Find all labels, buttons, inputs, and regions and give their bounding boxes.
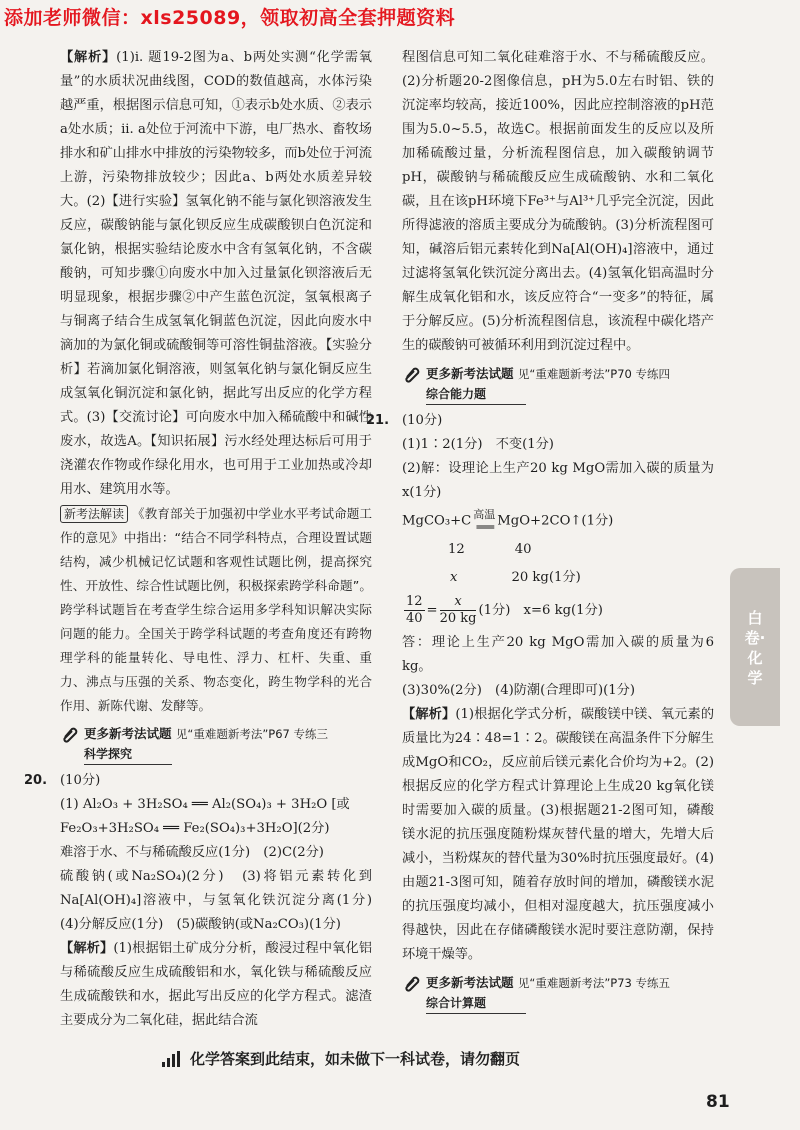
analysis-text: (1)i. 题19-2图为a、b两处实测“化学需氧量”的水质状况曲线图，COD的数值越高，水体污染越严重，根据图示信息可知，①表示b处水质、②表示a处水质；ii. a处位于河流中下游，电厂热水、畜牧场排水和矿山排水中排放的污染物较多，而b处位于河流上游，污染物排放较少；因此a、b两处水质差异较大。(2)【进行实验】氢氧化钠不能与氯化钡溶液发生反应，碳酸钠能与氯化钡反应生成碳酸钡白色沉淀和氯化钠，根据实验结论废水中含有氢氧化钠，不含碳酸钠，可知步骤①向废水中加入过量氯化钡溶液后无明显现象，根据步骤②中产生蓝色沉淀，氢氧根离子与铜离子结合生成氢氧化铜蓝色沉淀，因此向废水中滴加的为氯化铜或硫酸铜等可溶性铜盐溶液。【实验分析】若滴加氯化铜溶液，则氢氧化钠与氯化铜反应生成氢氧化铜沉淀和氯化钠，据此写出反应的化学方程式。(3)【交流讨论】可向废水中加入稀硫酸中和碱性废水，故选A。【知识拓展】污水经处理达标后可用于浇灌农作物或作绿化用水，也可用于工业加热或冷却用水、建筑用水等。 <box>60 50 372 497</box>
q20-line: Fe₂O₃+3H₂SO₄ ══ Fe₂(SO₄)₃+3H₂O](2分) <box>60 821 330 836</box>
side-tab-label: 白卷·化学 <box>744 609 766 687</box>
question-number: 20. <box>24 773 48 788</box>
footer-notice <box>162 1048 632 1069</box>
new-exam-interpretation <box>60 502 372 718</box>
ratio-value: 40 <box>514 541 532 557</box>
q21-analysis <box>402 703 714 967</box>
question-score: (10分) <box>60 773 101 788</box>
fraction <box>404 594 425 627</box>
more-questions-title: 更多新考法试题 <box>426 366 514 381</box>
q20-line: (1) Al₂O₃ + 3H₂SO₄ ══ Al₂(SO₄)₃ + 3H₂O [或 <box>60 797 350 812</box>
equation-unknown-row <box>450 566 714 590</box>
analysis-text: (1)根据化学式分析，碳酸镁中镁、氧元素的质量比为24∶48=1∶2。碳酸镁在高温条件下分解生成MgO和CO₂，反应前后镁元素化合价均为+2。(2)根据反应的化学方程式计算理论上生成20 kg氧化镁时需要加入碳的质量。(3)根据题21-2图可知，磷酸镁水泥的抗压强度随粉煤灰替代量的增大，先增大后减小，当粉煤灰的替代量为30%时抗压强度最好。(4)由题21-3图可知，随着存放时间的增加，磷酸镁水泥的抗压强度均减小，但相对湿度越大，抗压强度减小得越快，因此在存储磷酸镁水泥时要注意防潮，保持环境干燥等。 <box>402 706 715 962</box>
footer-text: 化学答案到此结束，如未做下一科试卷，请勿翻页 <box>190 1050 521 1068</box>
question-number: 21. <box>366 413 390 428</box>
more-questions-subtitle: 综合能力题 <box>426 384 526 405</box>
denominator: 20 kg <box>439 610 477 626</box>
known-value: 20 kg(1分) <box>511 569 581 585</box>
q20-analysis <box>60 937 372 1033</box>
right-column <box>366 46 715 1014</box>
analysis-label: 【解析】 <box>402 706 456 722</box>
q21-line: (3)30%(2分) (4)防潮(合理即可)(1分) <box>402 682 636 698</box>
equation-ratio-row <box>448 538 714 562</box>
more-questions-2 <box>402 364 714 405</box>
q19-analysis <box>60 46 372 502</box>
more-questions-title: 更多新考法试题 <box>426 974 514 990</box>
proportion: $\frac{12}{40}$ = $\frac{x}{20 kg}$ (1分) x=6 kg(1分) <box>406 593 603 626</box>
new-exam-tag: 新考法解读 <box>60 505 128 523</box>
chemical-equation <box>402 509 714 534</box>
equation-condition: 高温 <box>473 508 496 521</box>
answer-statement: 答：理论上生产20 kg MgO需加入碳的质量为6 kg。 <box>402 634 714 674</box>
more-questions-title: 更多新考法试题 <box>84 726 172 741</box>
proportion-result: (1分) x=6 kg(1分) <box>478 602 603 618</box>
q20-line: 难溶于水、不与稀硫酸反应(1分) (2)C(2分) <box>60 845 324 860</box>
q20-analysis-continued: 程图信息可知二氧化硅难溶于水、不与稀硫酸反应。(2)分析题20-2图像信息，pH为5.0左右时铝、铁的沉淀率均较高，接近100%，因此应控制溶液的pH范围为5.0~5.5，故选C。根据前面发生的反应以及所加稀硫酸过量，分析流程图信息，加入碳酸钠调节pH，碳酸钠与稀硫酸反应生成硫酸钠、水和二氧化碳，且在该pH环境下Fe³⁺与Al³⁺几乎完全沉淀，因此所得滤液的溶质主要成分为硫酸钠。(3)分析流程图可知，碱溶后铝元素转化到Na[Al(OH)₄]溶液中，通过过滤将氢氧化铁沉淀分离出去。(4)氢氧化铝高温时分解生成氧化铝和水，该反应符合“一变多”的特征，属于分解反应。(5)分析流程图信息，该流程中碳化塔产生的碳酸钠可被循环利用到沉淀过程中。 <box>402 50 714 353</box>
more-questions-3 <box>402 973 714 1014</box>
denominator: 40 <box>406 610 423 626</box>
more-questions-subtitle: 科学探究 <box>84 744 172 765</box>
new-exam-text: 《教育部关于加强初中学业水平考试命题工作的意见》中指出：“结合不同学科特点，合理设置试题结构，减少机械记忆试题和客观性试题比例，提高探究性、开放性、综合性试题比例，积极探索跨学科命题”。跨学科试题旨在考查学生综合运用多学科知识解决实际问题的能力。全国关于跨学科试题的考查角度还有跨物理学科的能量转化、导电性、浮力、杠杆、失重、重力、沸点与压强的关系、物态变化，跨生物学科的光合作用、新陈代谢、发酵等。 <box>60 506 372 713</box>
subject-side-tab <box>730 568 780 726</box>
page-number: 81 <box>706 1092 730 1112</box>
more-questions-subtitle: 综合计算题 <box>426 993 526 1014</box>
ratio-value: 12 <box>448 541 465 557</box>
analysis-label: 【解析】 <box>60 941 114 956</box>
q21-answer <box>366 409 715 967</box>
analysis-label: 【解析】 <box>60 50 117 65</box>
q20-answer <box>24 769 386 1033</box>
fraction <box>440 594 477 627</box>
promo-banner: 添加老师微信：xls25089，领取初高全套押题资料 <box>4 7 456 29</box>
q21-line: (2)解：设理论上生产20 kg MgO需加入碳的质量为x(1分) <box>402 461 714 500</box>
more-questions-1 <box>60 724 372 765</box>
numerator: 12 <box>406 593 423 609</box>
analysis-text: (1)根据铝土矿成分分析，酸浸过程中氧化铝与稀硫酸反应生成硫酸铝和水，氧化铁与稀硫酸反应生成硫酸铁和水，据此写出反应的化学方程式。滤渣主要成分为二氧化硅，据此结合流 <box>60 941 373 1028</box>
unknown-value: x <box>450 569 458 585</box>
equation-right: MgO+2CO↑(1分) <box>497 513 614 529</box>
q21-line: (1)1∶2(1分) 不变(1分) <box>402 437 554 452</box>
question-score: (10分) <box>402 413 443 428</box>
bars-icon <box>162 1051 182 1067</box>
more-questions-ref: 见“重难题新考法”P73 专练五 <box>517 975 671 990</box>
numerator: x <box>440 594 477 611</box>
equation-arrow: ═══ <box>476 520 493 534</box>
paperclip-icon <box>60 725 80 743</box>
equation-left: MgCO₃+C <box>402 513 472 529</box>
more-questions-ref: 见“重难题新考法”P70 专练四 <box>517 367 671 381</box>
paperclip-icon <box>402 974 422 992</box>
q20-line: 硫酸钠(或Na₂SO₄)(2分) (3)将铝元素转化到Na[Al(OH)₄]溶液中，与氢氧化铁沉淀分离(1分) (4)分解反应(1分) (5)碳酸钠(或Na₂CO₃)(1分) <box>60 869 386 932</box>
paperclip-icon <box>402 365 422 383</box>
more-questions-ref: 见“重难题新考法”P67 专练三 <box>175 727 329 741</box>
